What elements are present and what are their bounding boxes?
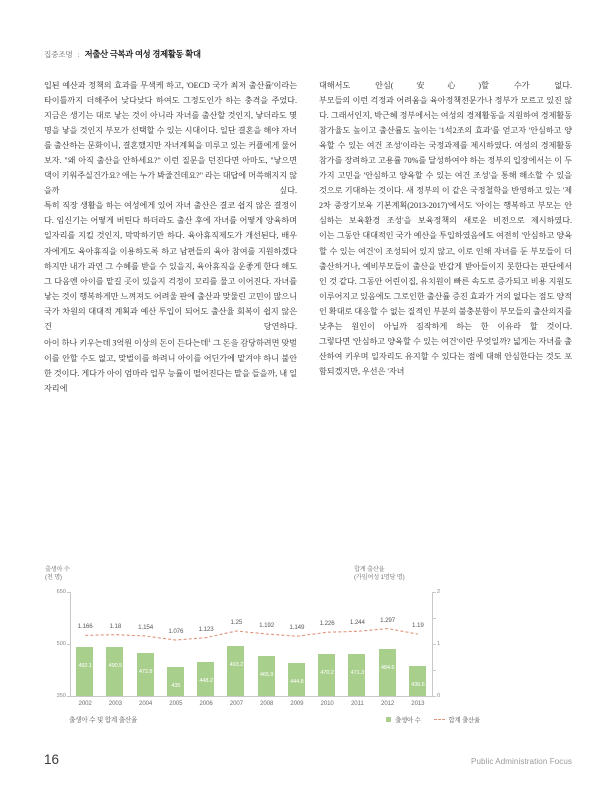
left-axis-tick-label: 650 xyxy=(56,588,66,595)
x-axis-label: 2005 xyxy=(169,700,183,707)
bar xyxy=(106,647,123,696)
bar xyxy=(167,667,184,696)
bar-column xyxy=(161,592,191,696)
left-axis-tick xyxy=(67,696,70,697)
x-axis-label: 2012 xyxy=(381,700,395,707)
line-value-label: 1.192 xyxy=(259,622,275,630)
line-value-label: 1.166 xyxy=(77,623,93,631)
left-axis-tick-label: 350 xyxy=(56,692,66,699)
page-number: 16 xyxy=(44,752,60,767)
right-axis-tick xyxy=(433,592,436,593)
header-title: 저출산 극복과 여성 경제활동 확대 xyxy=(84,49,201,59)
births-bars xyxy=(70,592,433,696)
line-value-label: 1.244 xyxy=(349,619,365,627)
paragraph: 이는 그동안 대대적인 국가 예산을 투입하였음에도 여전히 '안심하고 양육할 수 있는 여건'이 조성되어 있지 않고, 이로 인해 자녀를 둔 부모들이 더 출산하거나, 예비부모들이 출산을 반갑게 받아들이지 못한다는 판단에서 인 것 같다. 그동안 어린이집, 유치원이 빠른 속도로 증가되고 비용 지원도 이루어지고 있음에도 그로인한 출산률 증진 효과가 거의 없다는 점도 양적인 확대로 대응할 수 없는 질적인 부분의 불충분함이 부모들의 출산의지를 낮추는 원인이 아닐까 짐작하게 하는 한 이유라 할 것이다. xyxy=(319,231,572,331)
line-value-label: 1.149 xyxy=(289,624,305,632)
x-axis-label: 2006 xyxy=(199,700,213,707)
paragraph: 입된 예산과 정책의 효과를 무색케 하고, 'OECD 국가 최저 출산률'이라는 타이틀까지 더해주어 낮다낮다 하여도 그정도인가 하는 충격을 주었다. xyxy=(44,81,297,106)
right-axis-title xyxy=(354,566,404,583)
left-axis-tick-label: 500 xyxy=(56,640,66,647)
right-axis-minor-tick xyxy=(433,618,436,619)
bar-column xyxy=(373,592,403,696)
bar-column xyxy=(100,592,130,696)
bar-column xyxy=(342,592,372,696)
legend-label-fertility: 합계 출산율 xyxy=(448,716,480,724)
dashed-line-icon xyxy=(434,719,445,720)
page-header xyxy=(44,48,574,60)
bar-value-label: 436.6 xyxy=(411,681,425,688)
line-value-label: 1.19 xyxy=(412,622,424,630)
header-separator: : xyxy=(77,50,80,59)
right-axis-minor-tick xyxy=(433,670,436,671)
right-axis-tick-label: 0 xyxy=(437,692,441,699)
bar-value-label: 444.8 xyxy=(290,679,304,686)
bar-column xyxy=(282,592,312,696)
x-axis-label: 2011 xyxy=(351,700,364,707)
line-value-label: 1.226 xyxy=(319,620,335,628)
birth-rate-chart xyxy=(44,566,572,736)
bar xyxy=(227,646,244,696)
bar-column xyxy=(191,592,221,696)
bar-column xyxy=(312,592,342,696)
x-axis-label: 2004 xyxy=(139,700,153,707)
bar xyxy=(379,649,396,696)
bar-value-label: 448.2 xyxy=(199,677,213,684)
line-value-label: 1.154 xyxy=(138,623,154,631)
footnote-text-after: 그 돈을 감당하려면 맞벌이를 안할 수도 없고, 맞벌이를 하려니 아이를 어딘가에 맡겨야 하니 불안한 것이다. 게다가 아이 엄마라 업무 능률이 떨어진다는 말을 들을까, 내 일자리에 xyxy=(44,338,297,393)
chart-title: 출생아 수 및 합계 출산율 xyxy=(69,717,138,724)
chart-legend xyxy=(386,715,480,724)
header-kicker: 집중조명 xyxy=(44,50,73,59)
bar-value-label: 490.5 xyxy=(108,663,123,670)
bar-column xyxy=(252,592,282,696)
bar-column xyxy=(403,592,433,696)
article-body xyxy=(44,78,572,558)
line-value-label: 1.123 xyxy=(198,625,214,633)
paragraph: 그렇다면 '안심하고 양육할 수 있는 여건'이란 무엇일까? 넓게는 자녀를 출산하여 키우며 일자리도 유지할 수 있다는 점에 대해 안심한다는 것도 포함되겠지만, 우선은 '자녀 xyxy=(319,336,572,376)
bar-value-label: 435 xyxy=(171,682,181,689)
legend-item-fertility xyxy=(434,715,480,724)
paragraph: 지금은 생기는 대로 낳는 것이 아니라 자녀를 출산할 것인지, 낳더라도 몇 명을 낳을 것인지 부모가 선택할 수 있는 시대이다. 일단 결혼을 해야 자녀를 출산하는 문화이니, 결혼했지만 자녀계획을 미루고 있는 커플에게 물어보자. "왜 아직 출산을 안하세요?" 이런 질문을 던진다면 아마도, "낳으면 댁이 키워주실건가요? 애는 누가 봐줄건데요?" 라는 대답에 머쓱해지지 않을까 싶다. xyxy=(44,111,297,196)
green-square-icon xyxy=(386,717,391,722)
line-value-label: 1.25 xyxy=(230,619,243,626)
left-axis-title xyxy=(45,566,70,583)
bar-column xyxy=(221,592,251,696)
footnote-text-before: 아이 하나 키우는데 3억원 이상의 돈이 든다는데 xyxy=(44,338,209,348)
bar-value-label: 492.1 xyxy=(78,662,92,669)
x-axis-label: 2008 xyxy=(260,700,274,707)
x-axis-line xyxy=(70,696,433,697)
right-axis-title-line2: (가임여성 1명당 명) xyxy=(354,574,405,582)
left-axis-title-line2: (천 명) xyxy=(45,574,62,582)
bar-value-label: 465.9 xyxy=(259,671,274,678)
paragraph: 부모들의 이런 걱정과 어려움을 육아정책전문가나 정부가 모르고 있진 않다. 그래서인지, 박근혜 정부에서는 여성의 경제활동을 지원하여 경제활동참가율도 높이고 출산률도 높이는 '1석2조의 효과'를 얻고자 '안심하고 양육할 수 있는 여건 조성'이라는 국정과제를 제시하였다. 여성의 경제활동참가를 장려하고 고용률 70%를 달성하여야 하는 정부의 입장에서는 이 두 가지 고민을 '안심하고 양육할 수 있는 여건 조성'을 통해 해소할 수 있을 것으로 기대하는 것이다. 새 정부의 이 같은 국정철학을 반영하고 있는 '제2차 중장기보육 기본계획(2013-2017)'에서도 '아이는 행복하고 부모는 안심하는 보육환경 조성'을 보육정책의 새로운 비전으로 제시하였다. xyxy=(319,96,572,226)
chart-caption-row xyxy=(44,714,572,724)
line-value-label: 1.076 xyxy=(168,628,184,636)
line-value-label: 1.18 xyxy=(109,622,122,630)
bar xyxy=(76,647,93,696)
bar-column xyxy=(131,592,161,696)
paragraph: 대해서도 안심(安心)할 수가 없다. xyxy=(319,81,572,90)
paragraph-with-footnote xyxy=(44,334,297,396)
left-column xyxy=(44,78,297,558)
bar-value-label: 484.6 xyxy=(380,665,395,672)
x-axis-label: 2007 xyxy=(229,700,243,707)
x-axis-label: 2010 xyxy=(320,700,334,707)
right-axis-tick xyxy=(433,644,436,645)
bar-value-label: 470.2 xyxy=(320,670,334,677)
paragraph: 특히 직장 생활을 하는 여성에게 있어 자녀 출산은 결코 쉽지 않은 결정이다. 임신기는 어떻게 버틴다 하더라도 출산 후에 자녀를 어떻게 양육하며 일자리를 지킬 것인지, 막막하기만 하다. 육아휴직제도가 개선된다, 배우자에게도 육아휴직을 이용하도록 하고 남편들의 육아 참여를 지원하겠다 하지만 내가 과연 그 수혜를 받을 수 있을지, 육아휴직을 운좋게 한다 해도 그 다음엔 아이를 맡길 곳이 있을지 걱정이 꼬리를 물고 이어진다. 자녀를 낳는 것이 행복하게만 느껴져도 어려울 판에 출산과 맞물린 고민이 많으니 국가 차원의 대대적 계획과 예산 투입이 되어도 출산율 회복이 쉽지 않은 건 당연하다. xyxy=(44,201,297,331)
bar-value-label: 471.3 xyxy=(350,669,365,676)
page-footer xyxy=(44,752,572,767)
x-axis-label: 2003 xyxy=(108,700,122,707)
bar-value-label: 472.8 xyxy=(138,669,153,676)
legend-label-births: 출생아 수 xyxy=(395,716,421,724)
chart-plot-area xyxy=(44,588,484,707)
right-column xyxy=(319,78,572,558)
right-axis-tick-label: 2 xyxy=(437,588,441,595)
legend-item-births xyxy=(386,715,420,724)
right-axis-tick-label: 1 xyxy=(437,640,441,647)
line-value-label: 1.297 xyxy=(380,616,396,624)
bar-column xyxy=(70,592,100,696)
right-axis-tick xyxy=(433,696,436,697)
x-axis-labels xyxy=(70,700,433,714)
left-axis-title-line1: 출생아 수 xyxy=(45,566,70,573)
bar-value-label: 493.2 xyxy=(229,662,244,669)
footnote-marker: 1 xyxy=(208,337,211,344)
x-axis-label: 2009 xyxy=(290,700,304,707)
right-axis-title-line1: 합계 출산율 xyxy=(354,566,385,573)
x-axis-label: 2013 xyxy=(411,700,425,707)
publication-name: Public Administration Focus xyxy=(471,757,572,766)
x-axis-label: 2002 xyxy=(78,700,92,707)
